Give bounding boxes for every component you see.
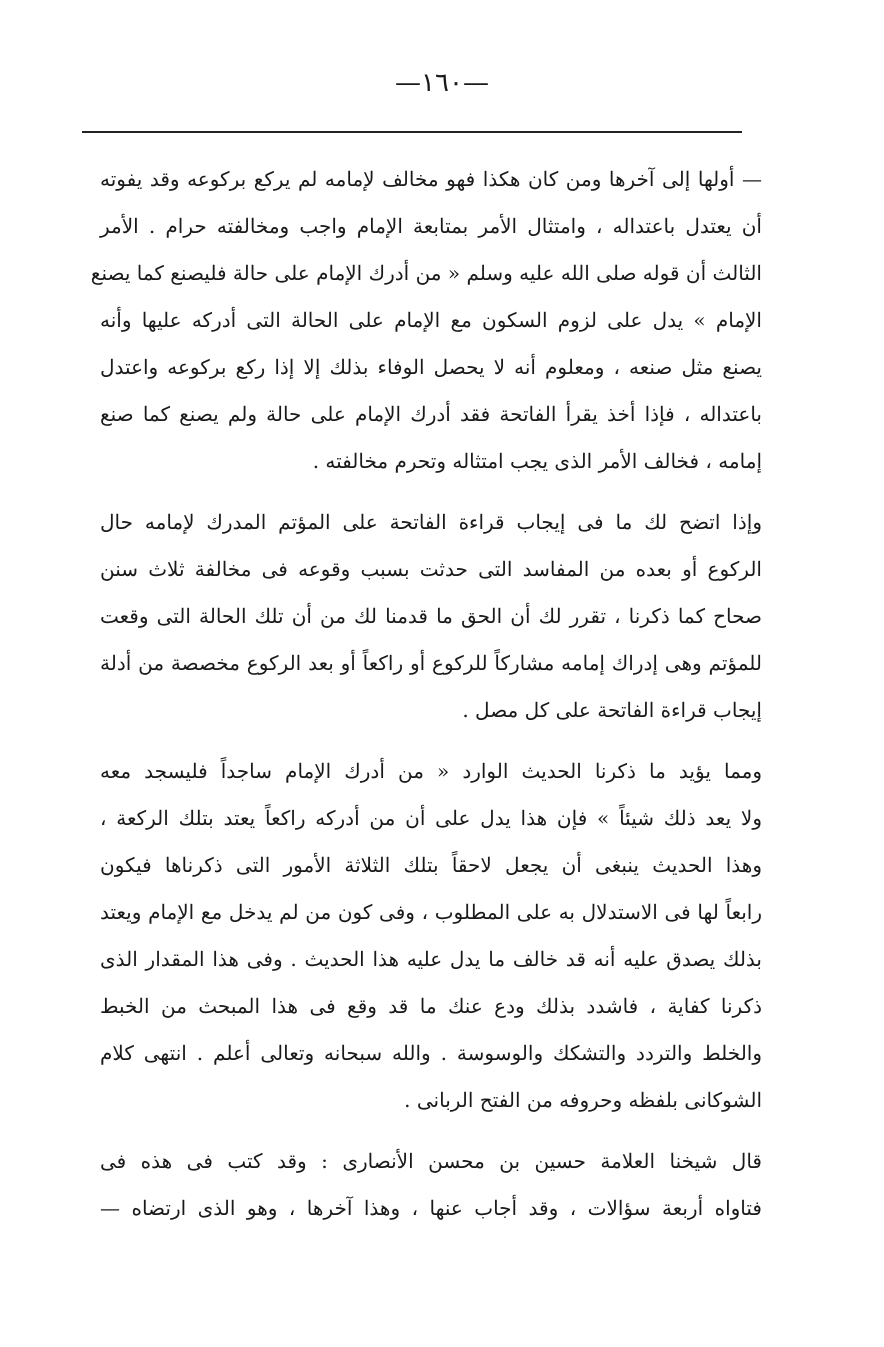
text-line: ومما يؤيد ما ذكرنا الحديث الوارد « من أدرك الإمام ساجداً فليسجد معه	[100, 759, 762, 783]
paragraph-2	[100, 499, 762, 734]
text-line: إيجاب قراءة الفاتحة على كل مصل .	[462, 698, 762, 722]
text-line: وإذا اتضح لك ما فى إيجاب قراءة الفاتحة على المؤتم المدرك لإمامه حال	[100, 510, 762, 534]
text-line: والخلط والتردد والتشكك والوسوسة . والله سبحانه وتعالى أعلم . انتهى كلام	[100, 1041, 762, 1065]
paragraph-3	[100, 748, 762, 1124]
header-rule	[82, 131, 742, 133]
text-line: ولا يعد ذلك شيئاً » فإن هذا يدل على أن من أدركه راكعاً يعتد بتلك الركعة ،	[100, 806, 762, 830]
text-line: يصنع مثل صنعه ، ومعلوم أنه لا يحصل الوفاء بذلك إلا إذا ركع بركوعه واعتدل	[100, 355, 762, 379]
text-line: الشوكانى بلفظه وحروفه من الفتح الربانى .	[404, 1088, 762, 1112]
text-line: صحاح كما ذكرنا ، تقرر لك أن الحق ما قدمنا لك من أن تلك الحالة التى وقعت	[100, 604, 762, 628]
text-line: الثالث أن قوله صلى الله عليه وسلم « من أدرك الإمام على حالة فليصنع كما يصنع	[90, 261, 762, 285]
text-line: الركوع أو بعده من المفاسد التى حدثت بسبب وقوعه فى مخالفة ثلاث سنن	[100, 557, 762, 581]
text-line: فتاواه أربعة سؤالات ، وقد أجاب عنها ، وهذا آخرها ، وهو الذى ارتضاه —	[100, 1196, 762, 1220]
paragraph-1	[90, 156, 762, 485]
text-line: — أولها إلى آخرها ومن كان هكذا فهو مخالف لإمامه لم يركع بركوعه وقد يفوته	[100, 167, 762, 191]
text-line: إمامه ، فخالف الأمر الذى يجب امتثاله وتحرم مخالفته .	[312, 449, 762, 473]
page-body	[90, 156, 763, 1232]
text-line: رابعاً لها فى الاستدلال به على المطلوب ، وفى كون من لم يدخل مع الإمام ويعتد	[100, 900, 763, 924]
page-number: —١٦٠—	[395, 68, 489, 98]
text-line: الإمام » يدل على لزوم السكون مع الإمام على الحالة التى أدركه عليها وأنه	[100, 308, 762, 332]
text-line: وهذا الحديث ينبغى أن يجعل لاحقاً بتلك الثلاثة الأمور التى ذكرناها فيكون	[100, 853, 762, 877]
text-line: باعتداله ، فإذا أخذ يقرأ الفاتحة فقد أدرك الإمام على حالة ولم يصنع كما صنع	[100, 402, 762, 426]
paragraph-4	[100, 1138, 762, 1232]
text-line: ذكرنا كفاية ، فاشدد بذلك ودع عنك ما قد وقع فى هذا المبحث من الخبط	[100, 994, 762, 1018]
text-line: أن يعتدل باعتداله ، وامتثال الأمر بمتابعة الإمام واجب ومخالفته حرام . الأمر	[100, 214, 762, 238]
text-line: للمؤتم وهى إدراك إمامه مشاركاً للركوع أو راكعاً أو بعد الركوع مخصصة من أدلة	[100, 651, 762, 675]
text-line: بذلك يصدق عليه أنه قد خالف ما يدل عليه هذا الحديث . وفى هذا المقدار الذى	[100, 947, 762, 971]
text-line: قال شيخنا العلامة حسين بن محسن الأنصارى : وقد كتب فى هذه فى	[100, 1149, 762, 1173]
